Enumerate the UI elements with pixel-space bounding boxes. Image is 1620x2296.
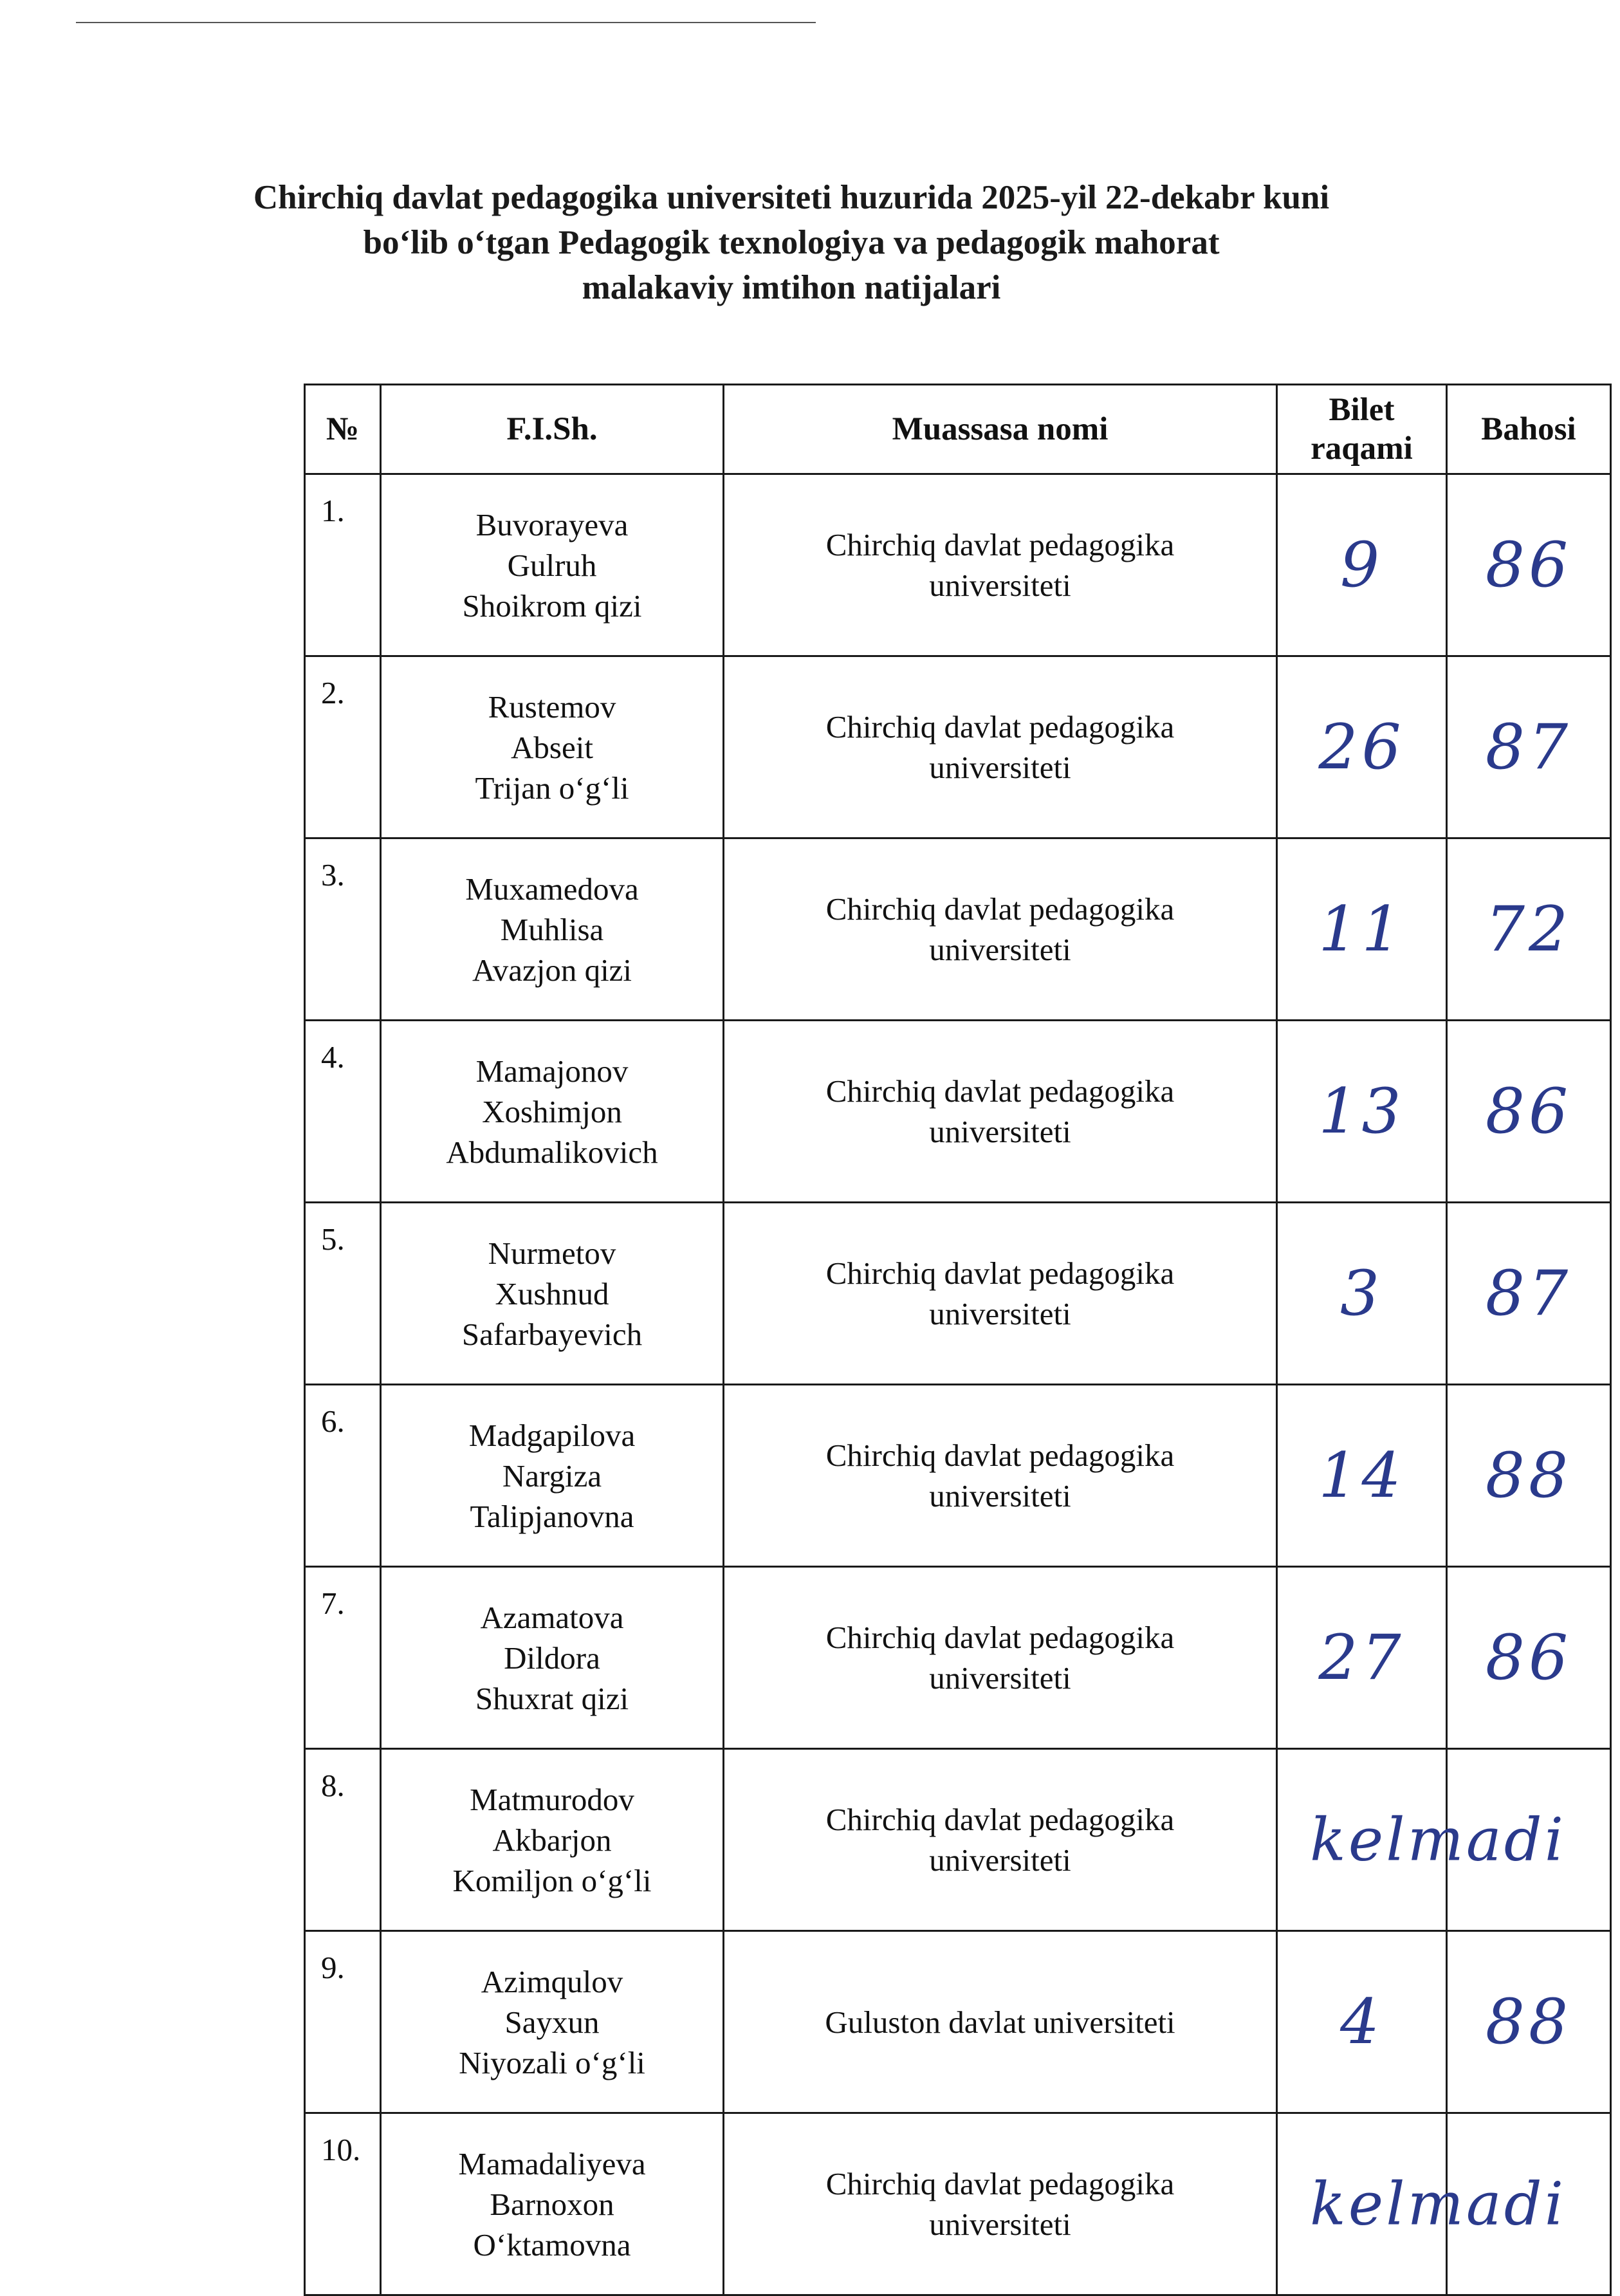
row-number: 5. [305, 1203, 381, 1385]
row-institution [724, 1567, 1277, 1749]
handwritten-grade: 88 [1485, 1440, 1572, 1512]
row-ticket [1277, 1567, 1447, 1749]
row-grade [1447, 1385, 1611, 1567]
name-line: Nargiza [502, 1458, 602, 1494]
row-institution [724, 1931, 1277, 2113]
row-grade [1447, 656, 1611, 838]
row-ticket [1277, 1385, 1447, 1567]
row-institution [724, 474, 1277, 656]
name-line: Shoikrom qizi [462, 588, 642, 624]
name-line: Avazjon qizi [472, 952, 632, 988]
row-name [381, 2113, 724, 2295]
row-ticket [1277, 656, 1447, 838]
institution-line: Chirchiq davlat pedagogika [825, 709, 1175, 745]
row-institution [724, 1021, 1277, 1203]
handwritten-ticket: 11 [1318, 893, 1405, 965]
name-line: Dildora [504, 1640, 600, 1676]
name-line: Xoshimjon [482, 1093, 622, 1129]
header-ticket-line-2: raqami [1311, 430, 1413, 467]
table-row [305, 1021, 1611, 1203]
name-line: Matmurodov [470, 1781, 634, 1817]
table-header-row [305, 385, 1611, 474]
institution-line: universiteti [929, 750, 1071, 785]
institution-line: universiteti [929, 1842, 1071, 1878]
row-ticket [1277, 2113, 1567, 2295]
row-name [381, 1931, 724, 2113]
row-grade [1447, 838, 1611, 1021]
name-line: Azamatova [480, 1599, 624, 1635]
name-line: Trijan o‘g‘li [475, 770, 629, 806]
handwritten-grade: 88 [1485, 1986, 1572, 2058]
handwritten-grade: 86 [1485, 1075, 1572, 1147]
title-line-2: bo‘lib o‘tgan Pedagogik texnologiya va pedagogik mahorat [363, 224, 1220, 261]
name-line: Mamadaliyeva [458, 2145, 646, 2181]
row-name [381, 1567, 724, 1749]
name-line: Shuxrat qizi [475, 1680, 629, 1716]
row-institution [724, 838, 1277, 1021]
institution-line: Chirchiq davlat pedagogika [825, 1438, 1175, 1473]
table-row [305, 1567, 1611, 1749]
header-ticket-line-1: Bilet [1329, 392, 1395, 428]
row-grade [1447, 474, 1611, 656]
row-number: 4. [305, 1021, 381, 1203]
row-institution [724, 656, 1277, 838]
header-name: F.I.Sh. [381, 385, 724, 474]
name-line: Mamajonov [475, 1053, 629, 1089]
row-number: 2. [305, 656, 381, 838]
row-ticket [1277, 1931, 1447, 2113]
row-grade [1447, 1931, 1611, 2113]
table-row [305, 1749, 1611, 1931]
title-line-1: Chirchiq davlat pedagogika universiteti huzurida 2025-yil 22-dekabr kuni [253, 179, 1330, 216]
row-grade [1447, 1021, 1611, 1203]
results-table [304, 384, 1612, 2296]
title-line-3: malakaviy imtihon natijalari [582, 269, 1001, 306]
institution-line: Chirchiq davlat pedagogika [825, 891, 1175, 927]
row-ticket [1277, 474, 1447, 656]
row-institution [724, 1385, 1277, 1567]
institution-line: universiteti [929, 1660, 1071, 1696]
row-number: 1. [305, 474, 381, 656]
row-grade [1447, 1567, 1611, 1749]
handwritten-ticket: 14 [1318, 1440, 1405, 1512]
row-name [381, 1203, 724, 1385]
row-number: 9. [305, 1931, 381, 2113]
name-line: Xushnud [495, 1275, 609, 1311]
institution-line: universiteti [929, 1114, 1071, 1149]
name-line: Azimqulov [481, 1963, 623, 1999]
institution-line: Chirchiq davlat pedagogika [825, 1802, 1175, 1837]
handwritten-absent-note: kelmadi [1310, 2169, 1567, 2239]
row-institution [724, 1203, 1277, 1385]
institution-line: universiteti [929, 1296, 1071, 1331]
row-name [381, 1385, 724, 1567]
name-line: Abdumalikovich [446, 1134, 658, 1170]
table-row [305, 1931, 1611, 2113]
handwritten-ticket: 13 [1318, 1075, 1405, 1147]
handwritten-ticket: 26 [1318, 711, 1405, 783]
institution-line: Chirchiq davlat pedagogika [825, 1073, 1175, 1109]
header-number: № [305, 385, 381, 474]
name-line: Talipjanovna [470, 1498, 634, 1534]
row-number: 7. [305, 1567, 381, 1749]
institution-line: Chirchiq davlat pedagogika [825, 527, 1175, 562]
handwritten-absent-note: kelmadi [1310, 1805, 1567, 1875]
institution-line: universiteti [929, 2207, 1071, 2242]
row-number: 6. [305, 1385, 381, 1567]
handwritten-grade: 86 [1485, 529, 1572, 601]
top-rule-line [76, 22, 816, 23]
row-ticket [1277, 1203, 1447, 1385]
handwritten-ticket: 27 [1318, 1622, 1405, 1694]
name-line: Safarbayevich [461, 1316, 643, 1352]
name-line: Buvorayeva [475, 506, 629, 542]
institution-line: Chirchiq davlat pedagogika [825, 1620, 1175, 1655]
row-name [381, 474, 724, 656]
row-ticket [1277, 1749, 1567, 1931]
name-line: Rustemov [488, 689, 616, 725]
row-number: 8. [305, 1749, 381, 1931]
institution-line: universiteti [929, 932, 1071, 967]
table-row [305, 838, 1611, 1021]
institution-line: universiteti [929, 568, 1071, 603]
header-ticket [1277, 385, 1447, 474]
institution-line: Guluston davlat universiteti [825, 2004, 1175, 2040]
institution-line: universiteti [929, 1478, 1071, 1514]
handwritten-grade: 72 [1485, 893, 1572, 965]
row-institution [724, 1749, 1277, 1931]
table-row [305, 2113, 1611, 2295]
name-line: Muxamedova [465, 871, 639, 907]
name-line: Sayxun [504, 2004, 600, 2040]
document-title [71, 175, 1512, 310]
name-line: Akbarjon [492, 1822, 612, 1858]
handwritten-grade: 87 [1485, 1257, 1572, 1329]
header-institution: Muassasa nomi [724, 385, 1277, 474]
row-name [381, 656, 724, 838]
name-line: Madgapilova [468, 1417, 636, 1453]
handwritten-grade: 86 [1485, 1622, 1572, 1694]
row-number: 10. [305, 2113, 381, 2295]
row-ticket [1277, 1021, 1447, 1203]
row-name [381, 1749, 724, 1931]
name-line: Abseit [511, 729, 593, 765]
name-line: Barnoxon [490, 2186, 614, 2222]
name-line: Nurmetov [488, 1235, 616, 1271]
table-row [305, 1385, 1611, 1567]
institution-line: Chirchiq davlat pedagogika [825, 1255, 1175, 1291]
institution-line: Chirchiq davlat pedagogika [825, 2166, 1175, 2201]
handwritten-ticket: 9 [1339, 529, 1384, 601]
name-line: Muhlisa [500, 911, 604, 947]
handwritten-grade: 87 [1485, 711, 1572, 783]
name-line: Niyozali o‘g‘li [459, 2044, 645, 2080]
row-name [381, 838, 724, 1021]
name-line: O‘ktamovna [473, 2227, 631, 2263]
row-institution [724, 2113, 1277, 2295]
handwritten-ticket: 3 [1339, 1257, 1384, 1329]
row-grade [1447, 1203, 1611, 1385]
handwritten-ticket: 4 [1339, 1986, 1384, 2058]
header-grade: Bahosi [1447, 385, 1611, 474]
row-name [381, 1021, 724, 1203]
table-row [305, 1203, 1611, 1385]
table-row [305, 656, 1611, 838]
name-line: Gulruh [507, 547, 597, 583]
name-line: Komiljon o‘g‘li [452, 1862, 652, 1898]
row-ticket [1277, 838, 1447, 1021]
table-row [305, 474, 1611, 656]
row-number: 3. [305, 838, 381, 1021]
